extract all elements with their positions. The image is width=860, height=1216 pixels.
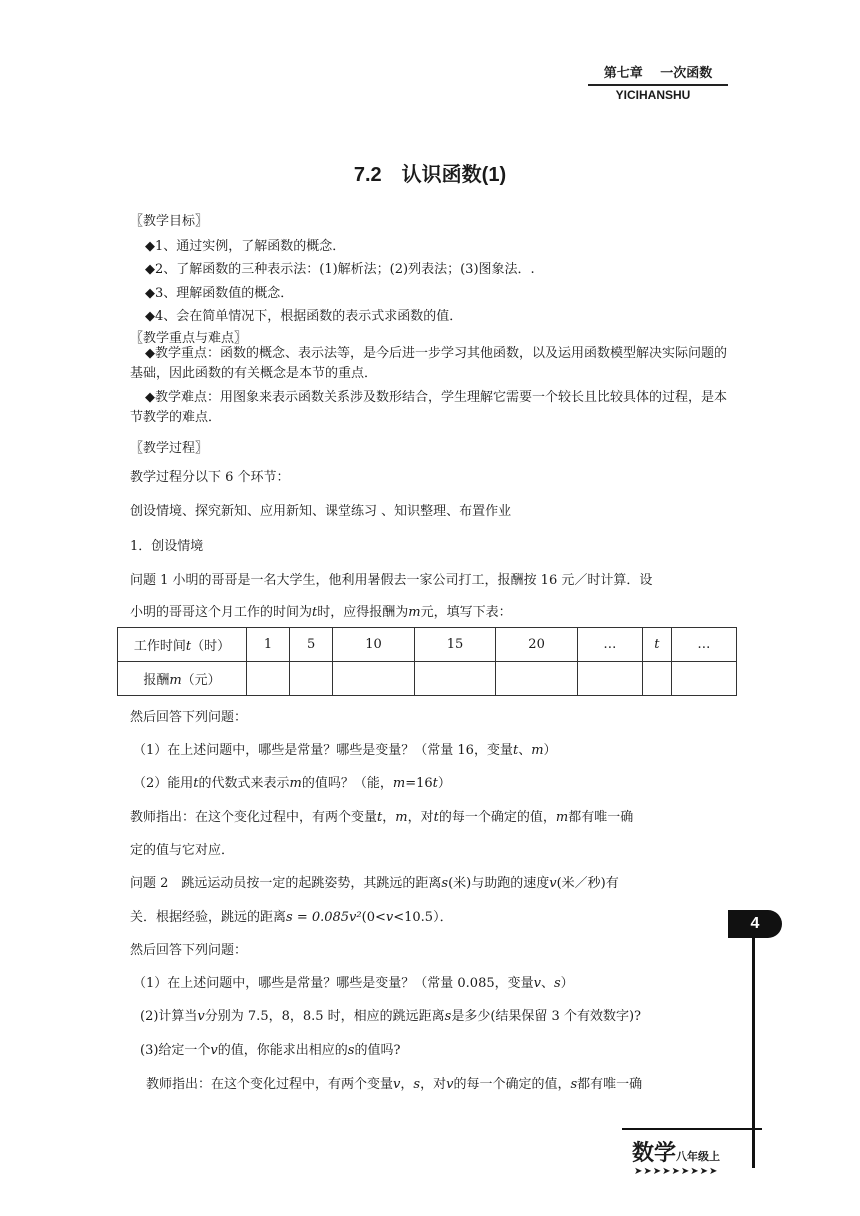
wage-table (117, 627, 737, 696)
table-cell[interactable] (414, 662, 496, 696)
table-cell[interactable] (671, 662, 736, 696)
problem1-then: 然后回答下列问题： (130, 710, 248, 725)
problem2-q3: (3)给定一个v的值，你能求出相应的s的值吗? (140, 1043, 401, 1058)
problem1-teacher-line2: 定的值与它对应． (130, 843, 235, 858)
keypoints-heading: 〖教学重点与难点〗 (130, 331, 248, 346)
page-number-tab: 4 (728, 910, 782, 938)
problem1-teacher: 教师指出：在这个变化过程中，有两个变量t，m，对t的每一个确定的值，m都有唯一确 (130, 810, 634, 825)
goal-item-4: ◆4、会在简单情况下，根据函数的表示式求函数的值． (145, 309, 463, 324)
table-cell[interactable] (577, 662, 642, 696)
table-cell[interactable] (496, 662, 578, 696)
table-cell[interactable] (333, 662, 415, 696)
goal-item-2: ◆2、了解函数的三种表示法：(1)解析法；(2)列表法；(3)图象法．. (145, 262, 535, 277)
footer-arrows: ➤➤➤➤➤➤➤➤➤ (634, 1166, 719, 1177)
footer-rule (622, 1128, 762, 1130)
table-cell[interactable] (642, 662, 671, 696)
table-cell[interactable] (290, 662, 333, 696)
table-row (118, 628, 737, 662)
problem1-line2: 小明的哥哥这个月工作的时间为t时，应得报酬为m元，填写下表： (130, 605, 512, 620)
table-cell: 10 (333, 628, 415, 662)
table-cell: … (671, 628, 736, 662)
table-cell: t (642, 628, 671, 662)
footer-grade: 八年级上 (676, 1150, 721, 1163)
table-cell: 20 (496, 628, 578, 662)
teaching-focus: ◆教学重点：函数的概念、表示法等，是今后进一步学习其他函数，以及运用函数模型解决实际问题的基础，因此函数的有关概念是本节的重点． (130, 346, 727, 381)
chapter-header: 第七章 一次函数 (588, 66, 728, 86)
goals-heading: 〖教学目标〗 (130, 214, 209, 229)
teaching-difficulty: ◆教学难点：用图象来表示函数关系涉及数形结合，学生理解它需要一个较长且比较具体的过程，是本节教学的难点． (130, 390, 727, 425)
problem1-line1: 问题 1 小明的哥哥是一名大学生，他利用暑假去一家公司打工，报酬按 16 元／时计算．设 (130, 573, 653, 588)
chapter-pinyin: YICIHANSHU (615, 88, 691, 102)
margin-rule (752, 938, 755, 1168)
problem2-q2: (2)计算当v分别为 7.5，8，8.5 时，相应的跳远距离s是多少(结果保留 3 个有效数字)? (140, 1009, 641, 1024)
problem2-then: 然后回答下列问题： (130, 943, 248, 958)
row-label-work-time: 工作时间t（时） (118, 628, 247, 662)
process-heading: 〖教学过程〗 (130, 441, 209, 456)
table-cell: 1 (247, 628, 290, 662)
process-intro: 教学过程分以下 6 个环节： (130, 470, 290, 485)
goal-item-1: ◆1、通过实例，了解函数的概念． (145, 239, 346, 254)
goal-item-3: ◆3、理解函数值的概念． (145, 286, 294, 301)
footer-subject: 数学八年级上 (632, 1141, 721, 1166)
section-1-title: 1．创设情境 (130, 539, 204, 554)
row-label-pay: 报酬m（元） (118, 662, 247, 696)
problem2-line1: 问题 2 跳远运动员按一定的起跳姿势，其跳远的距离s(米)与助跑的速度v(米／秒)有 (130, 876, 619, 891)
problem2-q1: （1）在上述问题中，哪些是常量？哪些是变量？（常量 0.085，变量v、s） (133, 976, 574, 991)
page-title: 7.2 认识函数(1) (353, 164, 507, 186)
table-cell: 5 (290, 628, 333, 662)
problem1-q2: （2）能用t的代数式来表示m的值吗？（能，m=16t） (133, 776, 451, 791)
process-steps: 创设情境、探究新知、应用新知、课堂练习 、知识整理、布置作业 (130, 504, 512, 519)
problem2-teacher: 教师指出：在这个变化过程中，有两个变量v，s，对v的每一个确定的值，s都有唯一确 (146, 1077, 643, 1092)
problem1-q1: （1）在上述问题中，哪些是常量？哪些是变量？（常量 16，变量t、m） (133, 743, 557, 758)
problem2-line2: 关．根据经验，跳远的距离s = 0.085v²(0<v<10.5）． (130, 910, 453, 925)
table-cell: 15 (414, 628, 496, 662)
table-cell: … (577, 628, 642, 662)
table-cell[interactable] (247, 662, 290, 696)
table-row (118, 662, 737, 696)
